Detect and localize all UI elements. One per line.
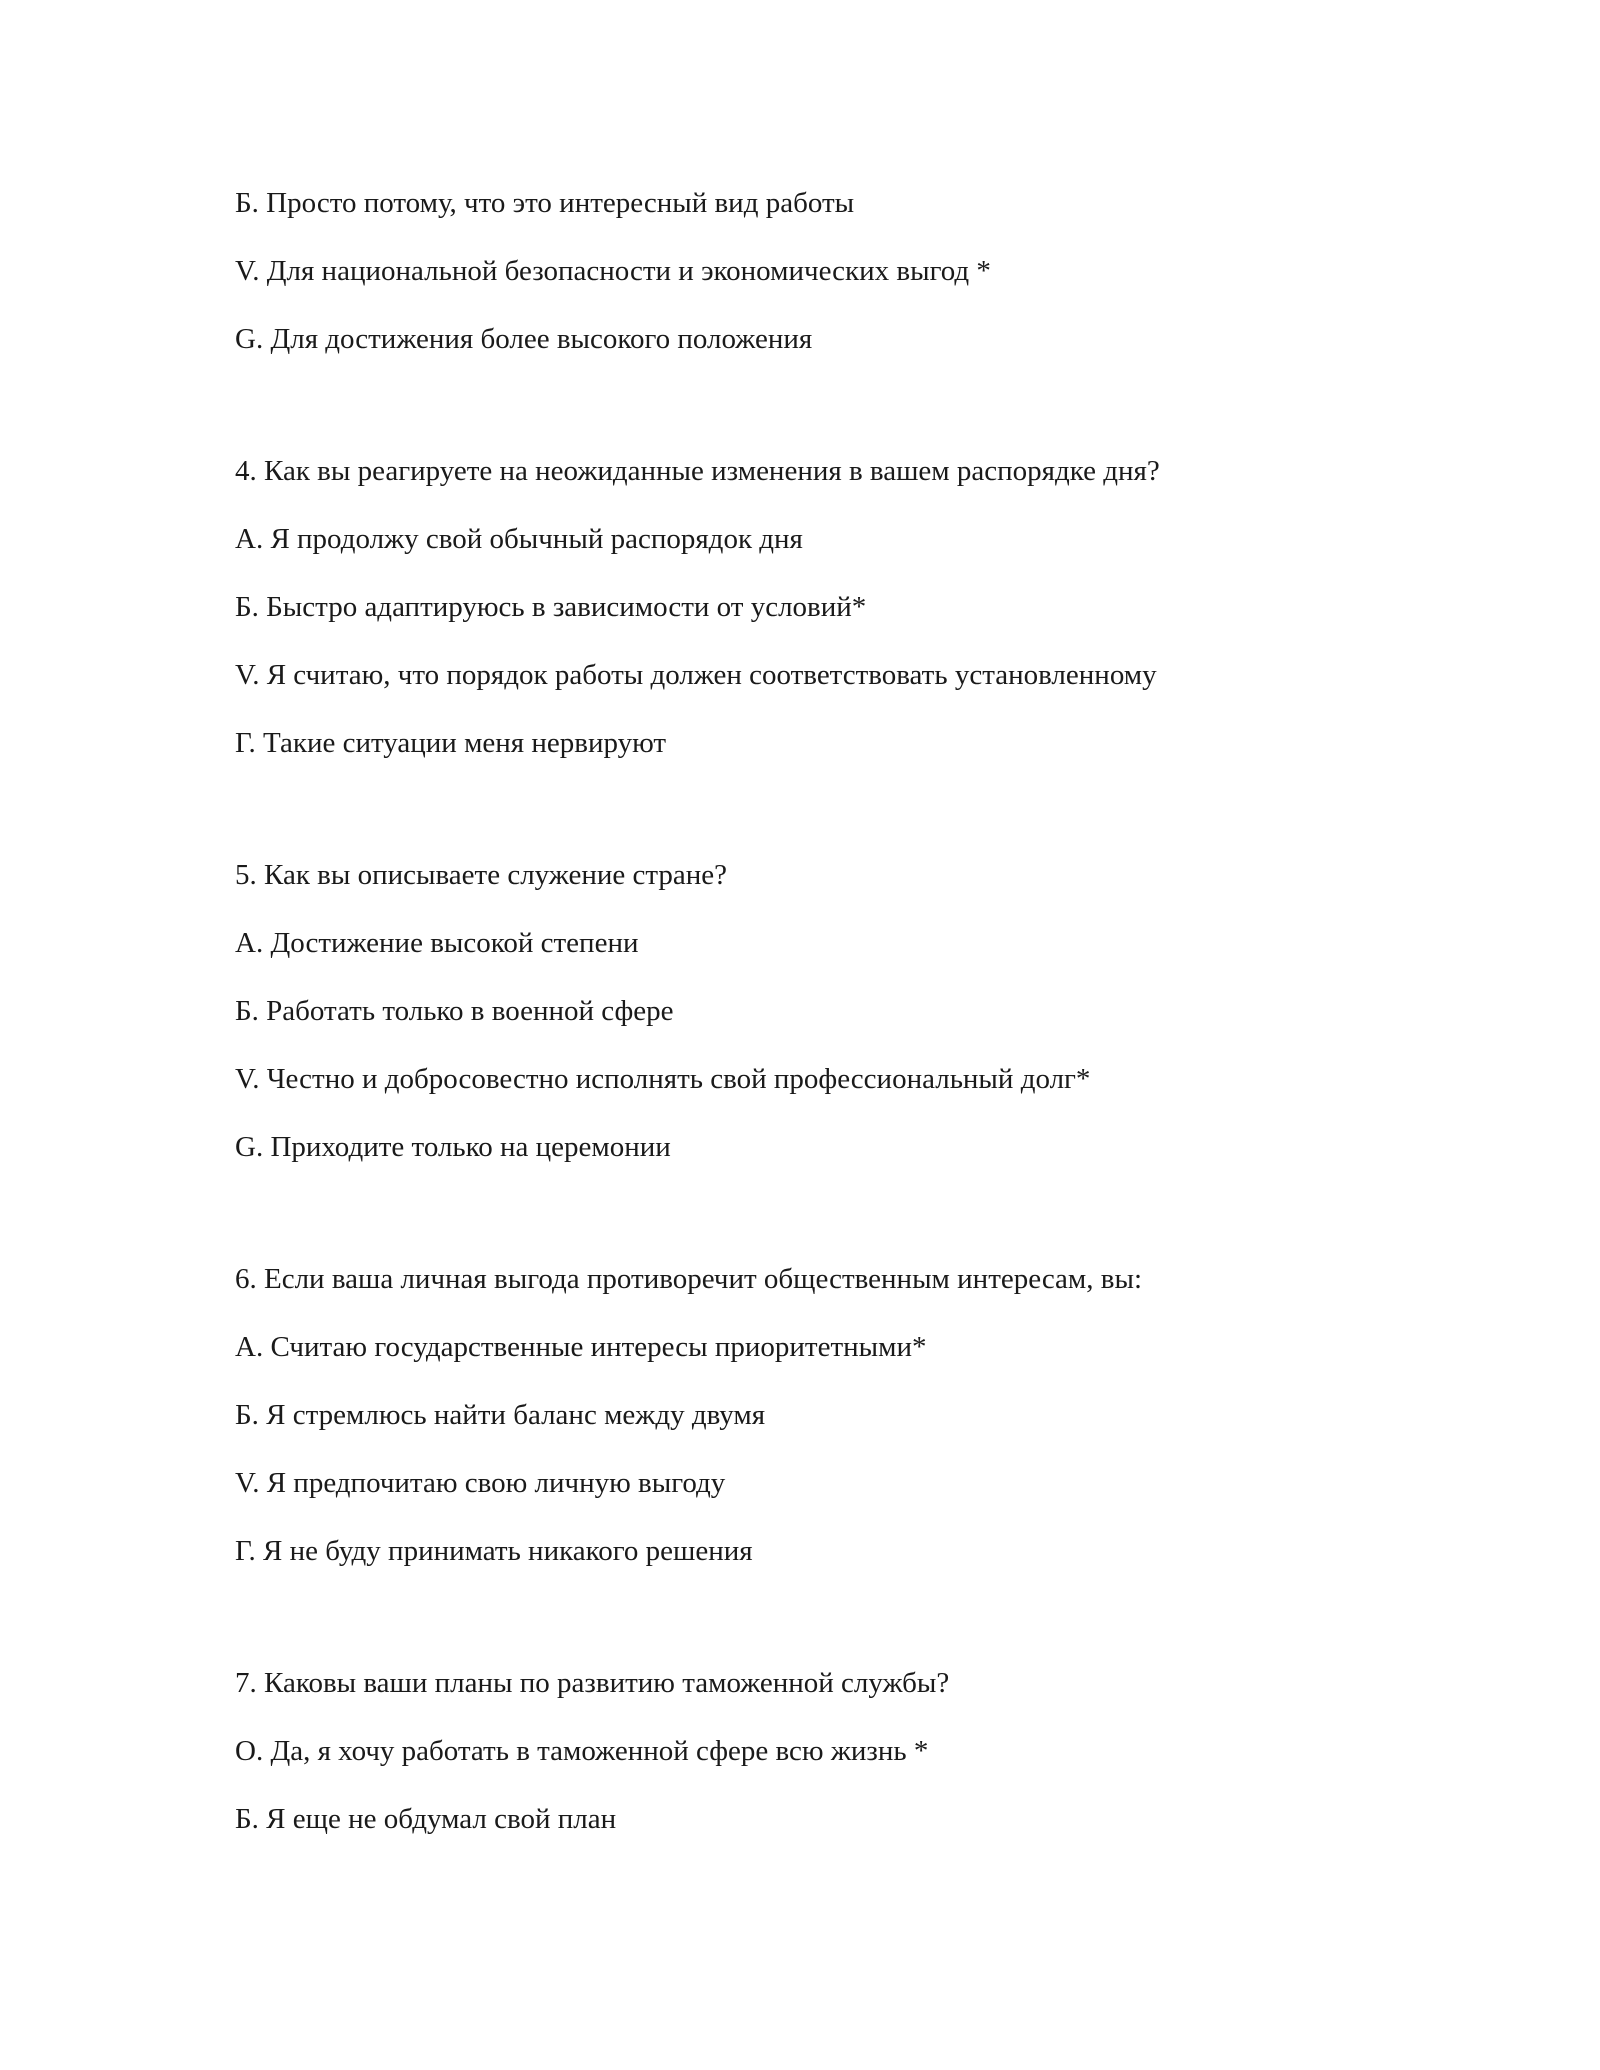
answer-option: Б. Работать только в военной сфере <box>235 995 674 1027</box>
question-text: 5. Как вы описываете служение стране? <box>235 859 728 891</box>
answer-option: А. Достижение высокой степени <box>235 927 639 959</box>
answer-option: G. Для достижения более высокого положения <box>235 323 813 355</box>
question-text: 6. Если ваша личная выгода противоречит общественным интересам, вы: <box>235 1263 1143 1295</box>
question-text: 4. Как вы реагируете на неожиданные изменения в вашем распорядке дня? <box>235 455 1160 487</box>
answer-option: А. Я продолжу свой обычный распорядок дня <box>235 523 803 555</box>
answer-option: О. Да, я хочу работать в таможенной сфере всю жизнь * <box>235 1735 929 1767</box>
answer-option: V. Я считаю, что порядок работы должен соответствовать установленному <box>235 659 1157 691</box>
answer-option: Б. Быстро адаптируюсь в зависимости от условий* <box>235 591 867 623</box>
question-block-5 <box>235 857 1435 1165</box>
answer-option: Г. Такие ситуации меня нервируют <box>235 727 667 759</box>
block-spacer <box>235 793 1435 857</box>
answer-option: Г. Я не буду принимать никакого решения <box>235 1535 753 1567</box>
answer-option: А. Считаю государственные интересы приоритетными* <box>235 1331 927 1363</box>
block-spacer <box>235 389 1435 453</box>
question-block-7 <box>235 1665 1435 1837</box>
block-spacer <box>235 1197 1435 1261</box>
question-block-4 <box>235 453 1435 761</box>
answer-option: Б. Я еще не обдумал свой план <box>235 1803 617 1835</box>
answer-option: V. Для национальной безопасности и экономических выгод * <box>235 255 991 287</box>
answer-option: Б. Просто потому, что это интересный вид работы <box>235 187 855 219</box>
answer-option: G. Приходите только на церемонии <box>235 1131 671 1163</box>
question-block-6 <box>235 1261 1435 1569</box>
question-block-3 <box>235 185 1435 357</box>
question-text: 7. Каковы ваши планы по развитию таможенной службы? <box>235 1667 950 1699</box>
questionnaire-body <box>235 185 1435 1869</box>
answer-option: V. Честно и добросовестно исполнять свой профессиональный долг* <box>235 1063 1091 1095</box>
block-spacer <box>235 1601 1435 1665</box>
answer-option: Б. Я стремлюсь найти баланс между двумя <box>235 1399 766 1431</box>
answer-option: V. Я предпочитаю свою личную выгоду <box>235 1467 726 1499</box>
